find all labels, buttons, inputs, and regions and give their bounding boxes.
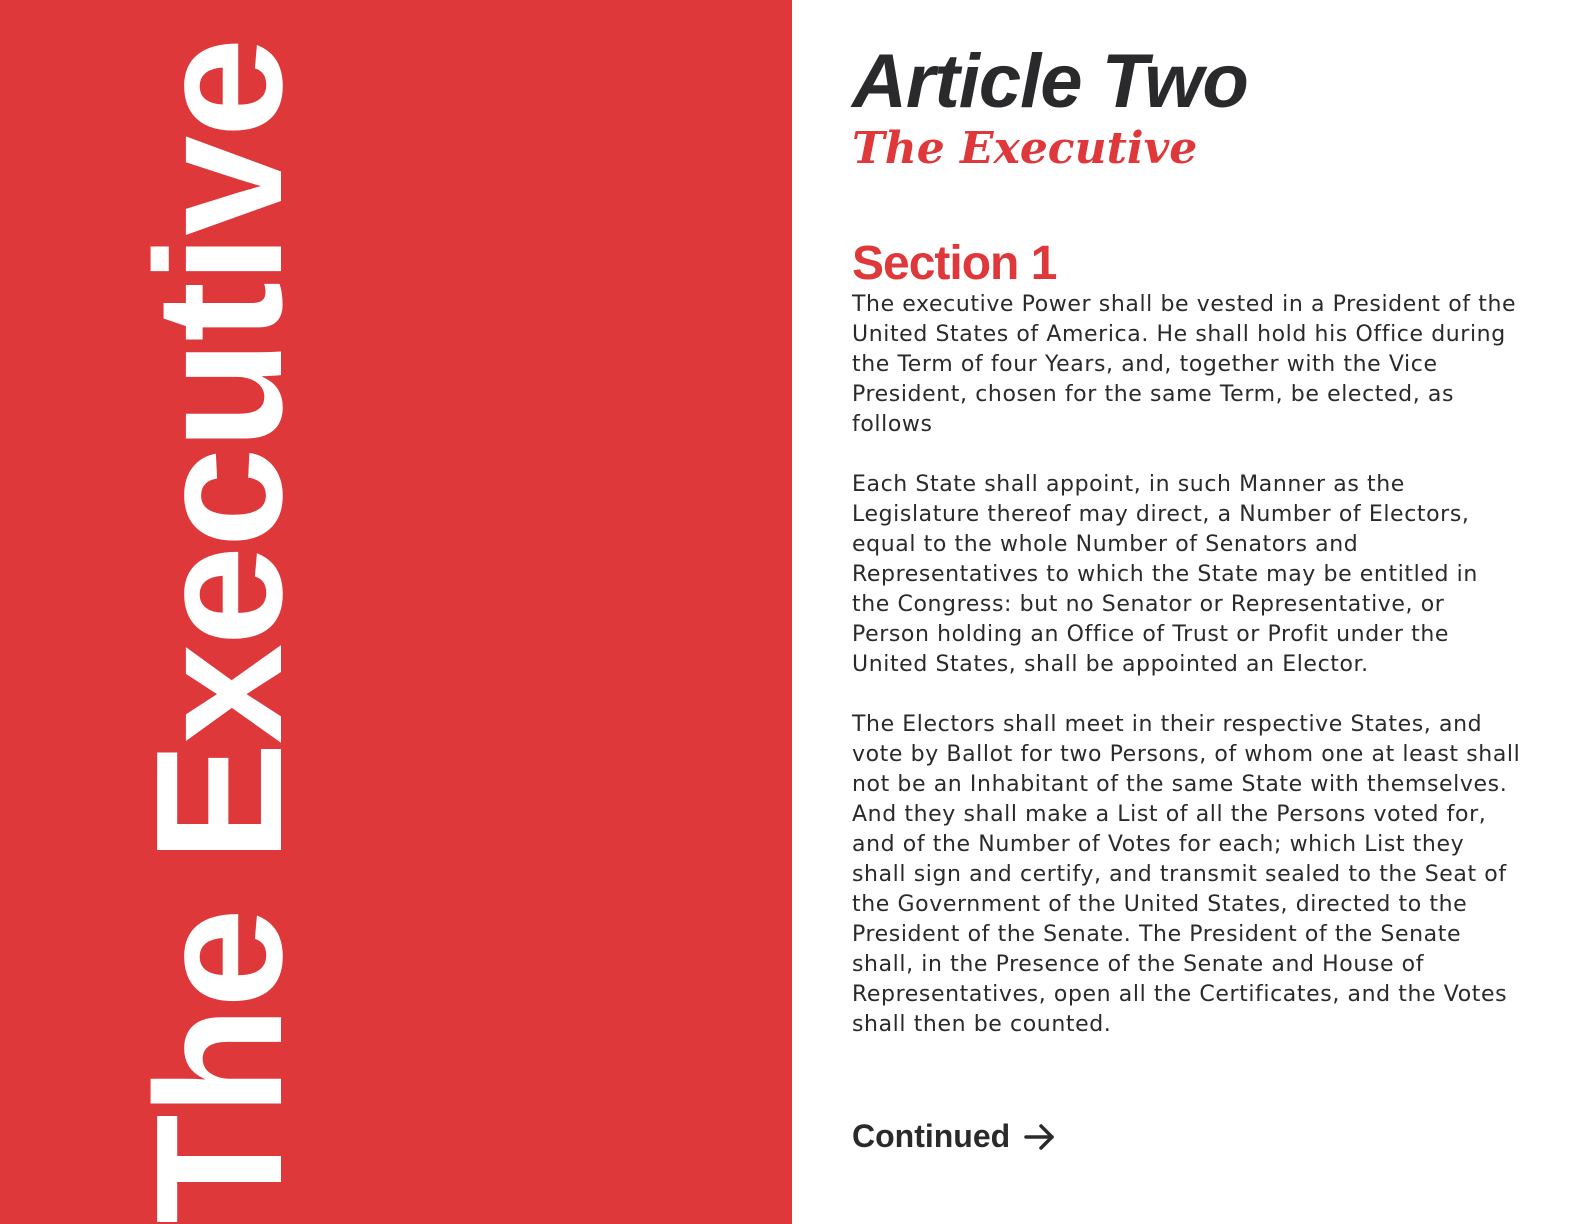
continued-label: Continued <box>852 1118 1011 1154</box>
content-column <box>852 40 1532 1070</box>
continued-link[interactable] <box>852 1118 1056 1155</box>
paragraph-3: The Electors shall meet in their respective States, and vote by Ballot for two Persons, of whom one at least shall not be an Inhabitant of the same State with themselves. And they shall make a List of all the Persons voted for, and of the Number of Votes for each; which List they shall sign and certify, and transmit sealed to the Seat of the Government of the United States, directed to the President of the Senate. The President of the Senate shall, in the Presence of the Senate and House of Representatives, open all the Certificates, and the Votes shall then be counted. <box>852 712 1521 1037</box>
section-title: Section 1 <box>852 237 1057 290</box>
paragraph-1: The executive Power shall be vested in a President of the United States of America. He shall hold his Office during the Term of four Years, and, together with the Vice President, chosen for the same Term, be elected, as follows <box>852 292 1517 437</box>
article-subtitle: The Executive <box>852 123 1198 174</box>
paragraph-2: Each State shall appoint, in such Manner as the Legislature thereof may direct, a Number of Electors, equal to the whole Number of Senators and Representatives to which the State may be entitled in the Congress: but no Senator or Representative, or Person holding an Office of Trust or Profit under the United States, shall be appointed an Elector. <box>852 472 1478 677</box>
article-title: Article Two <box>852 39 1248 124</box>
vertical-title: The Executive <box>119 39 320 1224</box>
arrow-right-icon <box>1024 1123 1056 1151</box>
